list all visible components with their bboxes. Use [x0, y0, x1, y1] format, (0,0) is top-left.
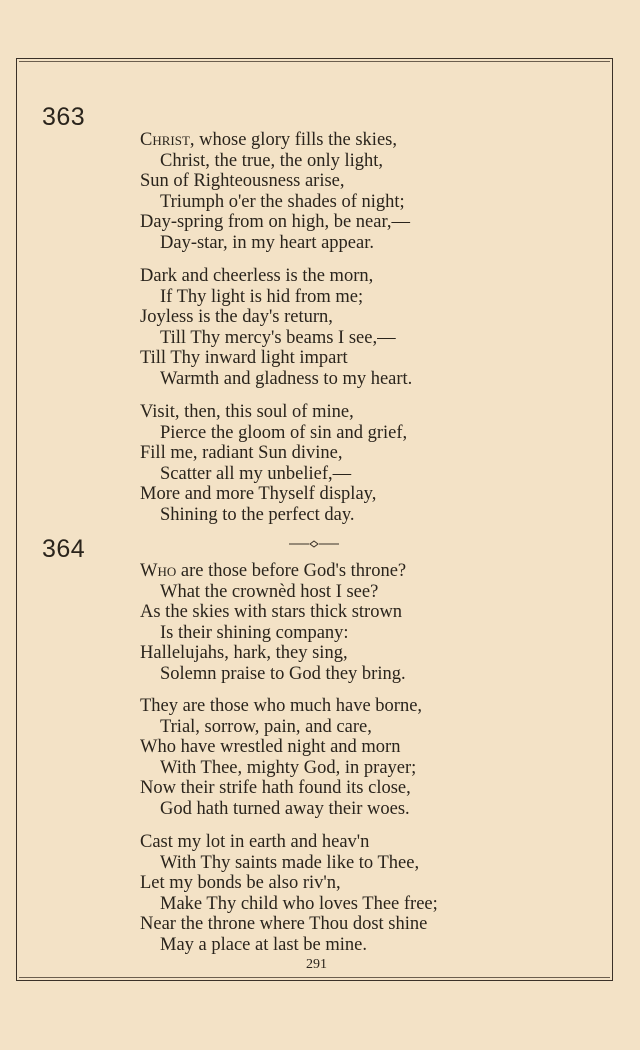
page-number: 291 [306, 957, 327, 972]
verse-line [140, 561, 406, 581]
verse-line [140, 212, 410, 232]
verse-text: Cast my lot in earth and heav'n [140, 832, 370, 852]
verse-text: Fill me, radiant Sun divine, [140, 443, 343, 464]
verse-text: Near the throne where Thou dost shine [140, 914, 428, 935]
verse-text: Till Thy inward light impart [140, 348, 348, 369]
verse-text: Till Thy mercy's beams I see,— [160, 327, 396, 348]
verse-text: Christ, the true, the only light, [160, 150, 384, 171]
verse-line [160, 369, 412, 389]
verse-text: Let my bonds be also riv'n, [140, 873, 341, 894]
verse-line [160, 328, 396, 348]
verse-text: Trial, sorrow, pain, and care, [160, 716, 372, 737]
verse-line [160, 233, 374, 253]
verse-text: Triumph o'er the shades of night; [160, 191, 405, 212]
verse-line [140, 402, 354, 422]
verse-line [140, 348, 348, 368]
verse-text: Day-spring from on high, be near,— [140, 212, 411, 233]
verse-line [160, 287, 363, 307]
verse-text: Make Thy child who loves Thee free; [160, 893, 438, 914]
verse-text: As the skies with stars thick strown [140, 602, 403, 623]
verse-text: Scatter all my unbelief,— [160, 463, 352, 484]
verse-text: God hath turned away their woes. [160, 799, 410, 819]
verse-text: Solemn praise to God they bring. [160, 664, 406, 684]
hymn-number: 364 [42, 535, 86, 563]
verse-line [140, 643, 348, 663]
verse-text: Shining to the perfect day. [160, 505, 355, 525]
verse-line [160, 758, 416, 778]
verse-line [140, 307, 333, 327]
verse-initial-word: Who [140, 561, 177, 581]
verse-text: Is their shining company: [160, 622, 349, 643]
verse-text: More and more Thyself display, [140, 484, 377, 505]
verse-line [140, 130, 397, 150]
hymn-divider-ornament [287, 540, 341, 548]
verse-text: May a place at last be mine. [160, 935, 368, 955]
verse-text: , whose glory fills the skies, [189, 130, 397, 150]
verse-text: Hallelujahs, hark, they sing, [140, 643, 348, 664]
verse-text: Sun of Righteousness arise, [140, 171, 345, 192]
verse-line [140, 873, 341, 893]
verse-line [160, 582, 378, 602]
verse-text: With Thee, mighty God, in prayer; [160, 757, 417, 778]
verse-line [140, 696, 422, 716]
verse-line [140, 443, 342, 463]
verse-text: They are those who much have borne, [140, 696, 423, 716]
verse-line [160, 799, 410, 819]
verse-line [160, 151, 383, 171]
verse-line [160, 935, 367, 955]
verse-initial-word: Christ [140, 130, 190, 150]
verse-line [140, 832, 369, 852]
verse-line [140, 737, 400, 757]
verse-line [140, 266, 373, 286]
verse-text: Day-star, in my heart appear. [160, 233, 374, 253]
verse-text: Dark and cheerless is the morn, [140, 266, 374, 286]
verse-text: What the crownèd host I see? [160, 581, 379, 602]
verse-line [160, 464, 351, 484]
verse-text: Warmth and gladness to my heart. [160, 369, 413, 389]
verse-line [160, 423, 407, 443]
verse-text: Joyless is the day's return, [140, 307, 333, 328]
verse-text: If Thy light is hid from me; [160, 286, 364, 307]
verse-text: Who have wrestled night and morn [140, 737, 401, 758]
hymn-number: 363 [42, 103, 86, 131]
verse-line [140, 484, 376, 504]
verse-line [160, 717, 372, 737]
verse-line [160, 894, 438, 914]
verse-line [160, 505, 355, 525]
verse-text: Visit, then, this soul of mine, [140, 402, 354, 422]
verse-line [160, 623, 349, 643]
verse-line [140, 171, 345, 191]
verse-line [160, 192, 405, 212]
verse-text: Now their strife hath found its close, [140, 778, 411, 799]
verse-line [140, 778, 411, 798]
verse-text: are those before God's throne? [176, 561, 407, 581]
verse-line [140, 914, 427, 934]
verse-line [140, 602, 402, 622]
verse-line [160, 853, 419, 873]
verse-text: With Thy saints made like to Thee, [160, 852, 420, 873]
verse-line [160, 664, 406, 684]
verse-text: Pierce the gloom of sin and grief, [160, 422, 408, 443]
